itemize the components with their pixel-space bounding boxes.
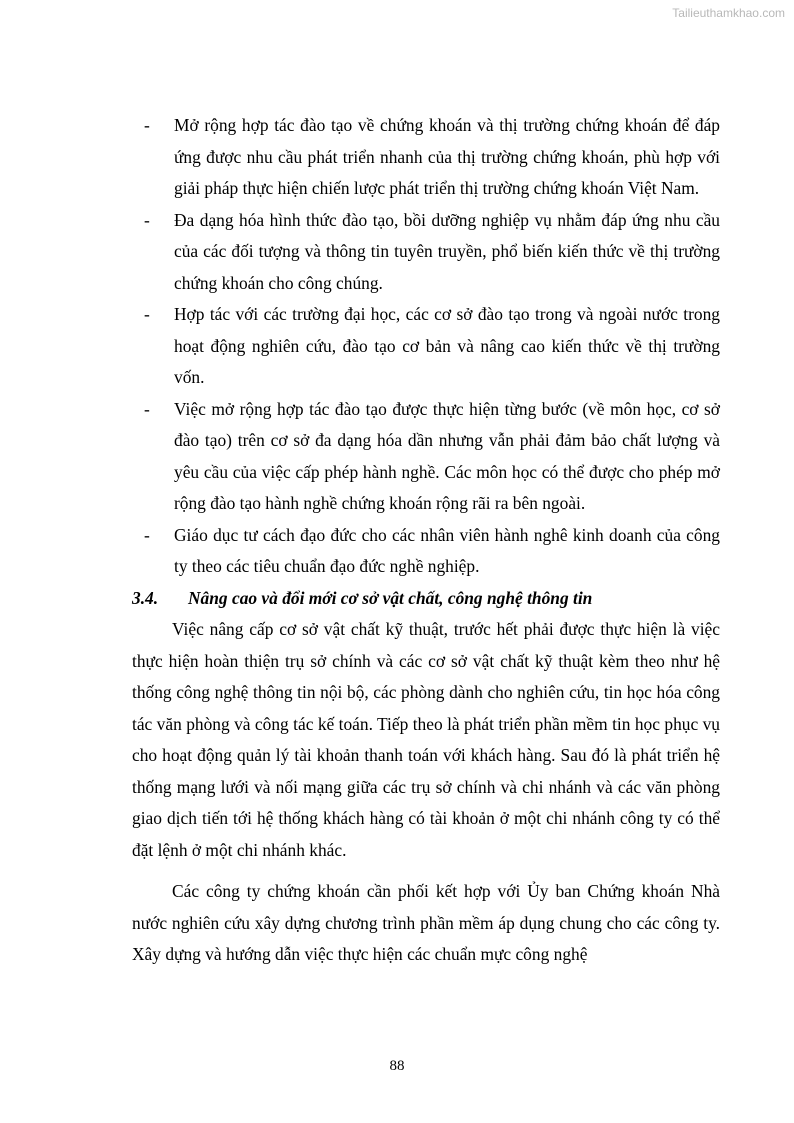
bullet-text: Mở rộng hợp tác đào tạo về chứng khoán và thị trường chứng khoán để đáp ứng được nhu cầu phát triển nhanh của thị trường chứng khoán, phù hợp với giải pháp thực hiện chiến lược phát triển thị trường chứng khoán Việt Nam. bbox=[174, 115, 720, 198]
bullet-item bbox=[132, 205, 720, 300]
section-number: 3.4. bbox=[132, 587, 159, 608]
bullet-dash: - bbox=[144, 304, 150, 324]
bullet-text: Việc mở rộng hợp tác đào tạo được thực hiện từng bước (về môn học, cơ sở đào tạo) trên cơ sở đa dạng hóa dần nhưng vẫn phải đảm bảo chất lượng và yêu cầu của việc cấp phép hành nghề. Các môn học có thể được cho phép mở rộng đào tạo hành nghề chứng khoán rộng rãi ra bên ngoài. bbox=[174, 398, 720, 513]
bullet-item bbox=[132, 299, 720, 394]
body-paragraph: Các công ty chứng khoán cần phối kết hợp với Ủy ban Chứng khoán Nhà nước nghiên cứu xây dựng chương trình phần mềm áp dụng chung cho các công ty. Xây dựng và hướng dẫn việc thực hiện các chuẩn mực công nghệ bbox=[132, 881, 720, 964]
bullet-dash: - bbox=[144, 209, 150, 230]
bullet-text: Hợp tác với các trường đại học, các cơ sở đào tạo trong và ngoài nước trong hoạt động nghiên cứu, đào tạo cơ bản và nâng cao kiến thức về thị trường vốn. bbox=[174, 304, 720, 387]
bullet-item bbox=[132, 520, 720, 583]
bullet-dash: - bbox=[144, 398, 150, 419]
bullet-dash: - bbox=[144, 115, 150, 135]
section-title: Nâng cao và đổi mới cơ sở vật chất, công nghệ thông tin bbox=[188, 587, 593, 608]
section-heading bbox=[132, 583, 720, 615]
bullet-item bbox=[132, 110, 720, 205]
bullet-dash: - bbox=[144, 524, 150, 545]
page-body bbox=[132, 110, 720, 971]
watermark: Tailieuthamkhao.com bbox=[672, 6, 785, 20]
bullet-text: Đa dạng hóa hình thức đào tạo, bồi dưỡng nghiệp vụ nhằm đáp ứng nhu cầu của các đối tượng và thông tin tuyên truyền, phổ biến kiến thức về thị trường chứng khoán cho công chúng. bbox=[174, 209, 720, 293]
bullet-text: Giáo dục tư cách đạo đức cho các nhân viên hành nghê kinh doanh của công ty theo các tiêu chuẩn đạo đức nghề nghiệp. bbox=[174, 524, 720, 576]
body-paragraph: Việc nâng cấp cơ sở vật chất kỹ thuật, trước hết phải được thực hiện là việc thực hiện hoàn thiện trụ sở chính và các cơ sở vật chất kỹ thuật kèm theo như hệ thống công nghệ thông tin nội bộ, các phòng dành cho nghiên cứu, tin học hóa công tác văn phòng và công tác kế toán. Tiếp theo là phát triển phần mềm tin học phục vụ cho hoạt động quản lý tài khoản thanh toán với khách hàng. Sau đó là phát triển hệ thống mạng lưới và nối mạng giữa các trụ sở chính và chi nhánh và các văn phòng giao dịch tiến tới hệ thống khách hàng có tài khoản ở một chi nhánh công ty có thể đặt lệnh ở một chi nhánh khác. bbox=[132, 619, 720, 860]
page-number: 88 bbox=[389, 1058, 405, 1074]
bullet-item bbox=[132, 394, 720, 520]
